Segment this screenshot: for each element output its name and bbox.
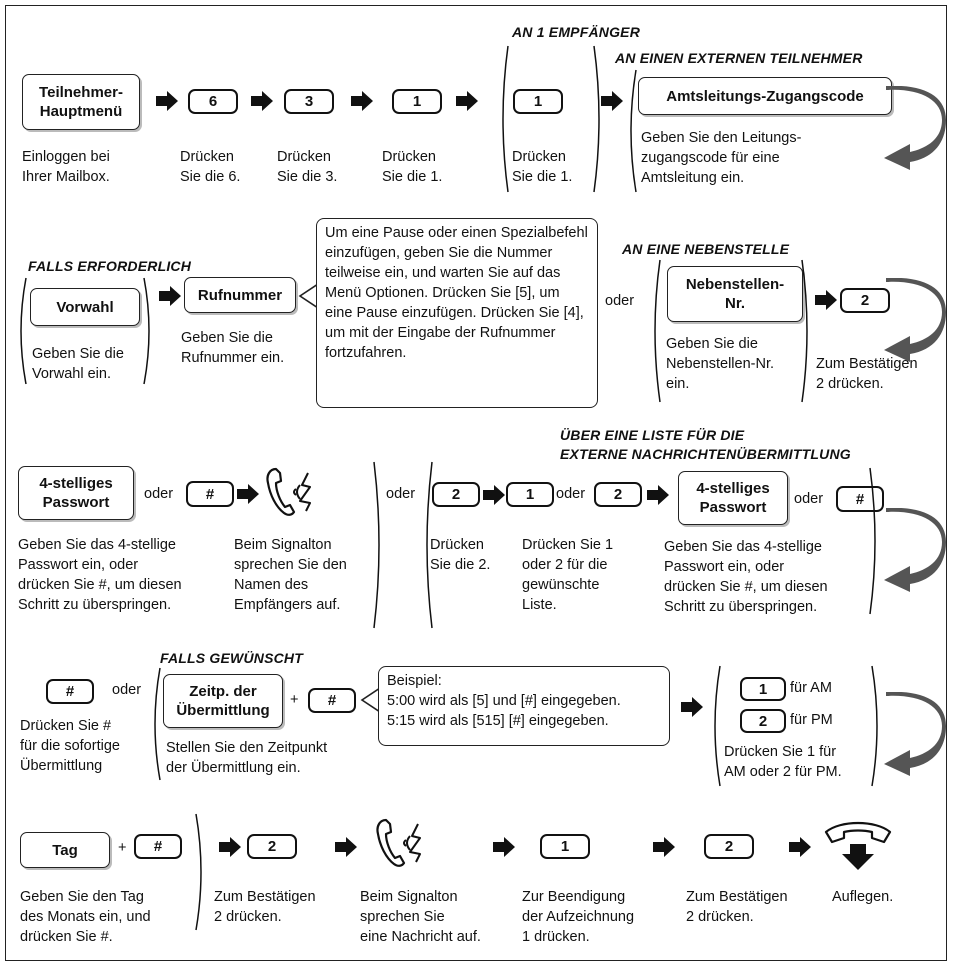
pause-note: Um eine Pause oder einen Spezialbefehl einzufügen, geben Sie die Nummer teilweise ein, und warten Sie auf das Menü Optionen. Drücken Sie [5], um eine Pause einzufügen. Drücken Sie [4], um mit der Eingabe der Rufnummer fortzufahren. xyxy=(316,218,598,408)
callout-pointer xyxy=(298,284,318,308)
header-if-required: FALLS ERFORDERLICH xyxy=(28,258,192,274)
key-1: 1 xyxy=(392,89,442,114)
callout-pointer xyxy=(360,688,380,712)
key-hash-2: # xyxy=(308,688,356,713)
desc-confirm: Zum Bestätigen 2 drücken. xyxy=(816,356,918,392)
bracket-right xyxy=(142,276,156,386)
password-box: 4-stelliges Passwort xyxy=(18,466,134,520)
key-1: 1 xyxy=(506,482,554,507)
desc-press-2: Drücken Sie die 2. xyxy=(430,537,491,573)
right-arrow-icon xyxy=(814,290,838,310)
bracket-left xyxy=(14,276,28,386)
desc-trunk: Geben Sie den Leitungs- zugangscode für eine Amtsleitung ein. xyxy=(641,130,802,186)
right-arrow-icon xyxy=(788,837,812,857)
key-1: 1 xyxy=(540,834,590,859)
desc-press-6: Drücken Sie die 6. xyxy=(180,149,241,185)
return-curve-icon xyxy=(880,86,946,170)
desc-phone-number: Geben Sie die Rufnummer ein. xyxy=(181,330,285,366)
or-label: oder xyxy=(556,486,586,502)
desc-hangup: Auflegen. xyxy=(832,889,894,905)
desc-ampm: Drücken Sie 1 für AM oder 2 für PM. xyxy=(724,744,842,780)
key-hash-2: # xyxy=(836,486,884,512)
return-curve-icon xyxy=(880,692,946,776)
right-arrow-icon xyxy=(350,91,374,111)
main-menu-box: Teilnehmer- Hauptmenü xyxy=(22,74,140,130)
desc-immediate: Drücken Sie # für die sofortige Übermittlung xyxy=(20,718,120,774)
bracket-right xyxy=(592,44,606,194)
key-hash: # xyxy=(46,679,94,704)
desc-record-name: Beim Signalton sprechen Sie den Namen des Empfängers auf. xyxy=(234,537,347,613)
key-2b: 2 xyxy=(704,834,754,859)
day-box: Tag xyxy=(20,832,110,868)
example-note: Beispiel: 5:00 wird als [5] und [#] eingegeben. 5:15 wird als [515] [#] eingegeben. xyxy=(378,666,670,746)
key-2: 2 xyxy=(432,482,480,507)
label-pm: für PM xyxy=(790,712,833,728)
desc-day: Geben Sie den Tag des Monats ein, und drücken Sie #. xyxy=(20,889,151,945)
key-3: 3 xyxy=(284,89,334,114)
right-arrow-icon xyxy=(250,91,274,111)
hang-up-handset-icon xyxy=(820,818,896,874)
header-if-desired: FALLS GEWÜNSCHT xyxy=(160,650,303,666)
key-1: 1 xyxy=(740,677,786,701)
bracket-right xyxy=(372,460,386,630)
key-2: 2 xyxy=(247,834,297,859)
key-2: 2 xyxy=(840,288,890,313)
bracket-left xyxy=(496,44,510,194)
key-6: 6 xyxy=(188,89,238,114)
or-label: oder xyxy=(144,486,174,502)
desc-list: Drücken Sie 1 oder 2 für die gewünschte Liste. xyxy=(522,537,614,613)
right-arrow-icon xyxy=(455,91,479,111)
desc-press-1-recipient: Drücken Sie die 1. xyxy=(512,149,573,185)
desc-login: Einloggen bei Ihrer Mailbox. xyxy=(22,149,110,185)
desc-record: Beim Signalton sprechen Sie eine Nachricht auf. xyxy=(360,889,481,945)
right-arrow-icon xyxy=(218,837,242,857)
or-label: oder xyxy=(794,491,824,507)
header-extension: AN EINE NEBENSTELLE xyxy=(622,241,790,257)
or-label: oder xyxy=(605,293,635,309)
desc-area-code: Geben Sie die Vorwahl ein. xyxy=(32,346,124,382)
desc-password: Geben Sie das 4-stellige Passwort ein, oder drücken Sie #, um diesen Schritt zu überspringen. xyxy=(18,537,182,613)
plus-sign: + xyxy=(118,840,127,856)
or-label: oder xyxy=(112,682,142,698)
right-arrow-icon xyxy=(482,485,506,505)
return-curve-icon xyxy=(880,278,946,362)
key-1-recipient: 1 xyxy=(513,89,563,114)
right-arrow-icon xyxy=(334,837,358,857)
handset-speaking-icon xyxy=(372,816,432,870)
header-list-1: ÜBER EINE LISTE FÜR DIE xyxy=(560,427,745,443)
right-arrow-icon xyxy=(236,484,260,504)
key-2b: 2 xyxy=(594,482,642,507)
handset-speaking-icon xyxy=(262,465,322,519)
header-recipient: AN 1 EMPFÄNGER xyxy=(512,24,641,40)
or-label: oder xyxy=(386,486,416,502)
desc-confirm-a: Zum Bestätigen 2 drücken. xyxy=(214,889,316,925)
right-arrow-icon xyxy=(158,286,182,306)
key-hash: # xyxy=(134,834,182,859)
area-code-box: Vorwahl xyxy=(30,288,140,326)
bracket-left xyxy=(624,68,638,194)
key-2: 2 xyxy=(740,709,786,733)
desc-confirm-b: Zum Bestätigen 2 drücken. xyxy=(686,889,788,925)
trunk-code-box: Amtsleitungs-Zugangscode xyxy=(638,77,892,115)
extension-box: Nebenstellen- Nr. xyxy=(667,266,803,322)
desc-end-recording: Zur Beendigung der Aufzeichnung 1 drücken. xyxy=(522,889,635,945)
right-arrow-icon xyxy=(155,91,179,111)
right-arrow-icon xyxy=(600,91,624,111)
desc-press-1: Drücken Sie die 1. xyxy=(382,149,443,185)
password-box-2: 4-stelliges Passwort xyxy=(678,471,788,525)
right-arrow-icon xyxy=(492,837,516,857)
return-curve-icon xyxy=(880,508,946,592)
bracket-left xyxy=(708,664,722,788)
label-am: für AM xyxy=(790,680,832,696)
right-arrow-icon xyxy=(680,697,704,717)
bracket-right xyxy=(800,258,814,404)
desc-password-2: Geben Sie das 4-stellige Passwort ein, oder drücken Sie #, um diesen Schritt zu überspringen. xyxy=(664,539,828,615)
bracket-right xyxy=(194,812,208,932)
header-list-2: EXTERNE NACHRICHTENÜBERMITTLUNG xyxy=(560,446,851,462)
plus-sign: + xyxy=(290,692,299,708)
phone-number-box: Rufnummer xyxy=(184,277,296,313)
key-hash: # xyxy=(186,481,234,507)
desc-press-3: Drücken Sie die 3. xyxy=(277,149,338,185)
time-box: Zeitp. der Übermittlung xyxy=(163,674,283,728)
header-external: AN EINEN EXTERNEN TEILNEHMER xyxy=(615,50,863,66)
right-arrow-icon xyxy=(646,485,670,505)
desc-extension: Geben Sie die Nebenstellen-Nr. ein. xyxy=(666,336,774,392)
right-arrow-icon xyxy=(652,837,676,857)
bracket-left xyxy=(648,258,662,404)
bracket-left xyxy=(148,666,162,782)
desc-time: Stellen Sie den Zeitpunkt der Übermittlung ein. xyxy=(166,740,328,776)
